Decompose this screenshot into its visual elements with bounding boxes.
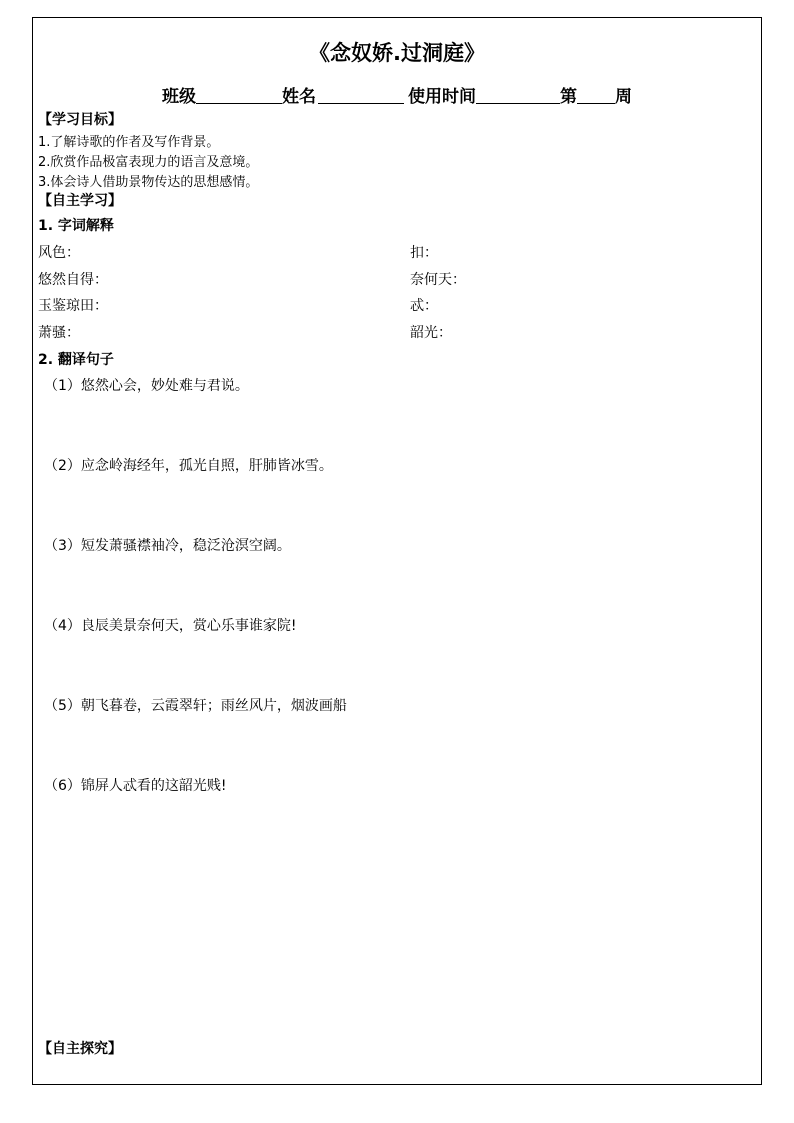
name-label: 姓名 bbox=[282, 87, 316, 107]
translate-heading: 2. 翻译句子 bbox=[38, 352, 114, 368]
week-suffix: 周 bbox=[615, 87, 632, 107]
explore-heading: 【自主探究】 bbox=[38, 1041, 122, 1057]
translate-sentence: （3）短发萧骚襟袖冷，稳泛沧溟空阔。 bbox=[44, 538, 291, 554]
vocab-term: 风色： bbox=[38, 245, 80, 261]
time-blank[interactable] bbox=[476, 86, 560, 104]
vocab-term: 萧骚： bbox=[38, 325, 80, 341]
vocab-term: 扣： bbox=[410, 245, 438, 261]
translate-sentence: （4）良辰美景奈何天，赏心乐事谁家院! bbox=[44, 618, 297, 634]
name-blank[interactable] bbox=[318, 86, 404, 104]
translate-sentence: （6）锦屏人忒看的这韶光贱! bbox=[44, 778, 227, 794]
page-title: 《念奴娇.过洞庭》 bbox=[309, 41, 485, 65]
time-label: 使用时间 bbox=[408, 87, 476, 107]
translate-sentence: （2）应念岭海经年，孤光自照，肝肺皆冰雪。 bbox=[44, 458, 333, 474]
vocab-heading: 1. 字词解释 bbox=[38, 218, 114, 234]
week-blank[interactable] bbox=[577, 86, 615, 104]
class-label: 班级 bbox=[162, 87, 196, 107]
vocab-term: 韶光： bbox=[410, 325, 452, 341]
vocab-term: 玉鉴琼田： bbox=[38, 298, 108, 314]
translate-sentence: （5）朝飞暮卷，云霞翠轩；雨丝风片，烟波画船 bbox=[44, 698, 347, 714]
goals-heading: 【学习目标】 bbox=[38, 112, 122, 128]
vocab-term: 奈何天： bbox=[410, 272, 466, 288]
goal-item: 3.体会诗人借助景物传达的思想感情。 bbox=[38, 175, 259, 190]
class-blank[interactable] bbox=[196, 86, 282, 104]
vocab-term: 悠然自得： bbox=[38, 272, 108, 288]
self-study-heading: 【自主学习】 bbox=[38, 193, 122, 209]
goal-item: 1.了解诗歌的作者及写作背景。 bbox=[38, 135, 220, 150]
vocab-term: 忒： bbox=[410, 298, 438, 314]
week-prefix: 第 bbox=[560, 87, 577, 107]
student-info-line bbox=[0, 82, 794, 107]
goal-item: 2.欣赏作品极富表现力的语言及意境。 bbox=[38, 155, 259, 170]
translate-sentence: （1）悠然心会，妙处难与君说。 bbox=[44, 378, 249, 394]
